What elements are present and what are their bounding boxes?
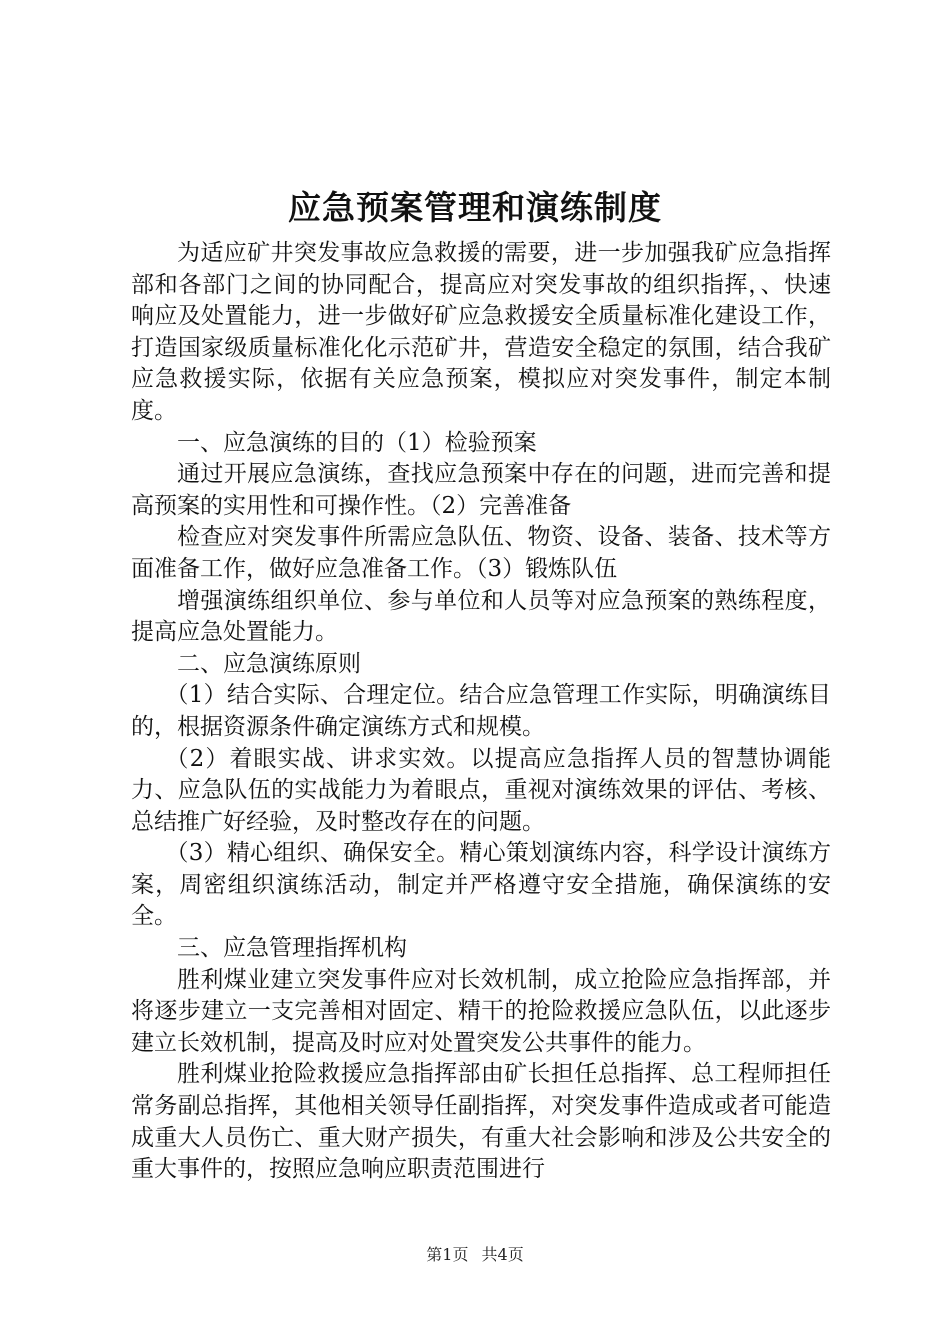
section-heading-command: 三、应急管理指挥机构 [177,935,407,962]
document-title: 应急预案管理和演练制度 [288,188,662,227]
page-number: 第1页 [426,1245,469,1264]
paragraph-purpose-2: 检查应对突发事件所需应急队伍、物资、设备、装备、技术等方面准备工作，做好应急准备工作。（3）锻炼队伍 [131,524,831,582]
paragraph-principle-2: （2）着眼实战、讲求实效。以提高应急指挥人员的智慧协调能力、应急队伍的实战能力为着眼点，重视对演练效果的评估、考核、总结推广好经验，及时整改存在的问题。 [131,745,831,835]
paragraph-intro: 为适应矿井突发事故应急救援的需要，进一步加强我矿应急指挥部和各部门之间的协同配合，提高应对突发事故的组织指挥，、快速响应及处置能力，进一步做好矿应急救援安全质量标准化建设工作，打造国家级质量标准化化示范矿井，营造安全稳定的氛围，结合我矿应急救援实际，依据有关应急预案，模拟应对突发事件，制定本制度。 [131,240,831,424]
paragraph-command-1: 胜利煤业建立突发事件应对长效机制，成立抢险应急指挥部，并将逐步建立一支完善相对固定、精干的抢险救援应急队伍，以此逐步建立长效机制，提高及时应对处置突发公共事件的能力。 [131,966,831,1056]
page-footer [0,1243,950,1267]
page-total: 共4页 [481,1245,524,1264]
paragraph-purpose-3: 增强演练组织单位、参与单位和人员等对应急预案的熟练程度，提高应急处置能力。 [131,587,831,646]
paragraph-purpose-1: 通过开展应急演练，查找应急预案中存在的问题，进而完善和提高预案的实用性和可操作性。（2）完善准备 [131,461,831,519]
paragraph-principle-1: （1）结合实际、合理定位。结合应急管理工作实际，明确演练目的，根据资源条件确定演练方式和规模。 [131,682,831,740]
section-heading-principles: 二、应急演练原则 [177,650,361,677]
paragraph-principle-3: （3）精心组织、确保安全。精心策划演练内容，科学设计演练方案，周密组织演练活动，制定并严格遵守安全措施，确保演练的安全。 [131,840,831,930]
paragraph-command-2: 胜利煤业抢险救援应急指挥部由矿长担任总指挥、总工程师担任常务副总指挥，其他相关领导任副指挥，对突发事件造成或者可能造成重大人员伤亡、重大财产损失，有重大社会影响和涉及公共安全的重大事件的，按照应急响应职责范围进行 [131,1061,831,1183]
document-body [131,238,831,1186]
section-heading-purpose: 一、应急演练的目的（1）检验预案 [177,429,537,456]
